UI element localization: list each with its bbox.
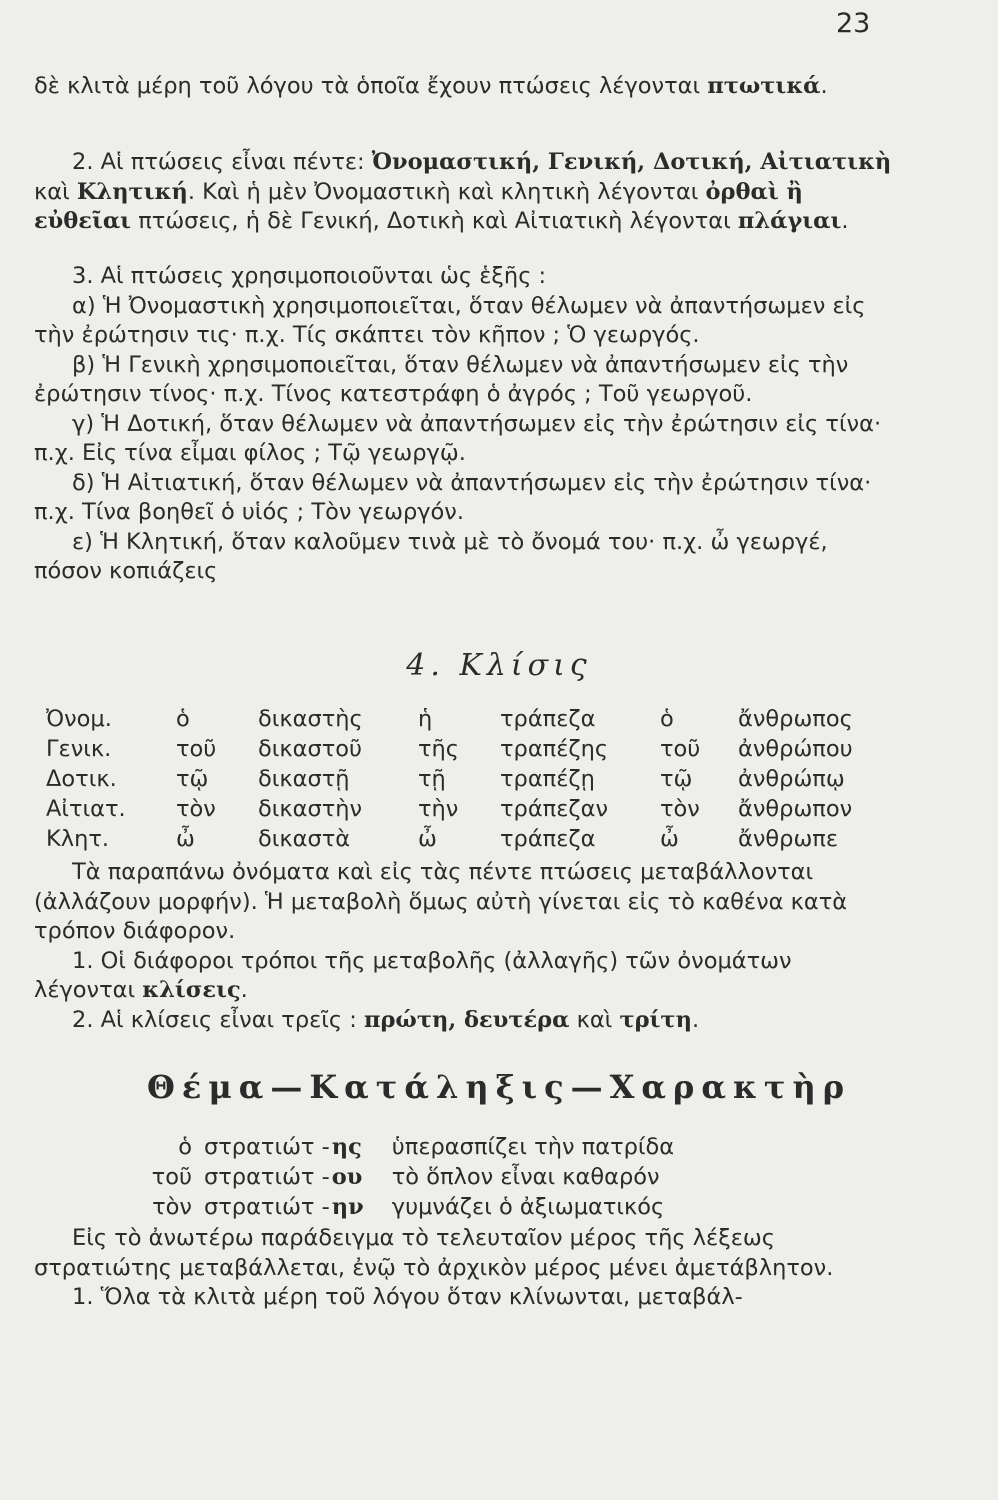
- table-row: Αἰτιατ. τὸν δικαστὴν τὴν τράπεζαν τὸν ἄνθρωπον: [46, 796, 853, 822]
- paragraph-continued: 1. Ὅλα τὰ κλιτὰ μέρη τοῦ λόγου ὅταν κλίνωνται, μεταβάλ-: [72, 1284, 743, 1310]
- paragraph-change: Τὰ παραπάνω ὀνόματα καὶ εἰς τὰς πέντε πτώσεις μεταβάλλονται (ἀλλάζουν μορφήν). Ἡ μεταβολὴ ὅμως αὐτὴ γίνεται εἰς τὸ καθένα κατὰ τρόπον διάφορον.: [34, 859, 848, 944]
- use-vocative: ε) Ἡ Κλητική, ὅταν καλοῦμεν τινὰ μὲ τὸ ὄνομά του· π.χ. ὦ γεωργέ, πόσον κοπιάζεις: [34, 528, 828, 584]
- use-genitive: β) Ἡ Γενικὴ χρησιμοποιεῖται, ὅταν θέλωμεν νὰ ἀπαντήσωμεν εἰς τὴν ἐρώτησιν τίνος· π.χ. Τίνος κατεστράφη ὁ ἀγρός ; Τοῦ γεωργοῦ.: [34, 351, 849, 407]
- example-row: ὁ στρατιώτ - ης ὑπερασπίζει τὴν πατρίδα: [178, 1134, 675, 1160]
- table-row: Γενικ. τοῦ δικαστοῦ τῆς τραπέζης τοῦ ἀνθρώπου: [46, 736, 853, 762]
- example-row: τοῦ στρατιώτ - ου τὸ ὅπλον εἶναι καθαρόν: [151, 1164, 660, 1190]
- table-row: Δοτικ. τῷ δικαστῇ τῇ τραπέζῃ τῷ ἀνθρώπῳ: [46, 766, 845, 792]
- uses-intro: 3. Αἱ πτώσεις χρησιμοποιοῦνται ὡς ἑξῆς :: [72, 263, 547, 289]
- paragraph-declensions-def: 1. Οἱ διάφοροι τρόποι τῆς μεταβολῆς (ἀλλαγῆς) τῶν ὀνομάτων λέγονται κλίσεις.: [34, 947, 792, 1003]
- use-dative: γ) Ἡ Δοτική, ὅταν θέλωμεν νὰ ἀπαντήσωμεν εἰς τὴν ἐρώτησιν εἰς τίνα· π.χ. Εἰς τίνα εἶμαι φίλος ; Τῷ γεωργῷ.: [34, 410, 882, 466]
- declension-explanation: [34, 858, 896, 1035]
- declension-table: [46, 705, 853, 855]
- case-uses-list: [34, 262, 896, 587]
- page-number: 23: [836, 8, 871, 39]
- paragraph-example-explained: Εἰς τὸ ἀνωτέρω παράδειγμα τὸ τελευταῖον μέρος τῆς λέξεως στρατιώτης μεταβάλλεται, ἐνῷ τὸ ἀρχικὸν μέρος μένει ἀμετάβλητον.: [34, 1225, 834, 1281]
- use-nominative: α) Ἡ Ὀνομαστικὴ χρησιμοποιεῖται, ὅταν θέλωμεν νὰ ἀπαντήσωμεν εἰς τὴν ἐρώτησιν τις· π.χ. Τίς σκάπτει τὸν κῆπον ; Ὁ γεωργός.: [34, 292, 866, 348]
- section-heading: Θέμα—Κατάληξις—Χαρακτὴρ: [146, 1068, 851, 1106]
- paragraph-three-declensions: 2. Αἱ κλίσεις εἶναι τρεῖς : πρώτη, δευτέρα καὶ τρίτη.: [72, 1006, 700, 1033]
- closing-block: [34, 1224, 896, 1313]
- table-row: Ὀνομ. ὁ δικαστὴς ἡ τράπεζα ὁ ἄνθρωπος: [46, 706, 853, 732]
- table-row: Κλητ. ὦ δικαστὰ ὦ τράπεζα ὦ ἄνθρωπε: [46, 826, 838, 852]
- declension-heading: 4. Κλίσις: [406, 648, 592, 683]
- example-row: τὸν στρατιώτ - ην γυμνάζει ὁ ἀξιωματικός: [152, 1194, 665, 1220]
- stem-ending-examples: [130, 1132, 674, 1222]
- paragraph-five-cases: 2. Αἱ πτώσεις εἶναι πέντε: Ὀνομαστική, Γενική, Δοτική, Αἰτιατικὴ καὶ Κλητική. Καὶ ἡ μὲν Ὀνομαστικὴ καὶ κλητικὴ λέγονται ὀρθαὶ ἢ εὐθεῖαι πτώσεις, ἡ δὲ Γενική, Δοτικὴ καὶ Αἰτιατικὴ λέγονται πλάγιαι.: [34, 149, 892, 234]
- paragraph-cases-intro: δὲ κλιτὰ μέρη τοῦ λόγου τὰ ὁποῖα ἔχουν πτώσεις λέγονται πτωτικά.: [34, 73, 828, 99]
- use-accusative: δ) Ἡ Αἰτιατική, ὅταν θέλωμεν νὰ ἀπαντήσωμεν εἰς τὴν ἐρώτησιν τίνα· π.χ. Τίνα βοηθεῖ ὁ υἱός ; Τὸν γεωργόν.: [34, 469, 872, 525]
